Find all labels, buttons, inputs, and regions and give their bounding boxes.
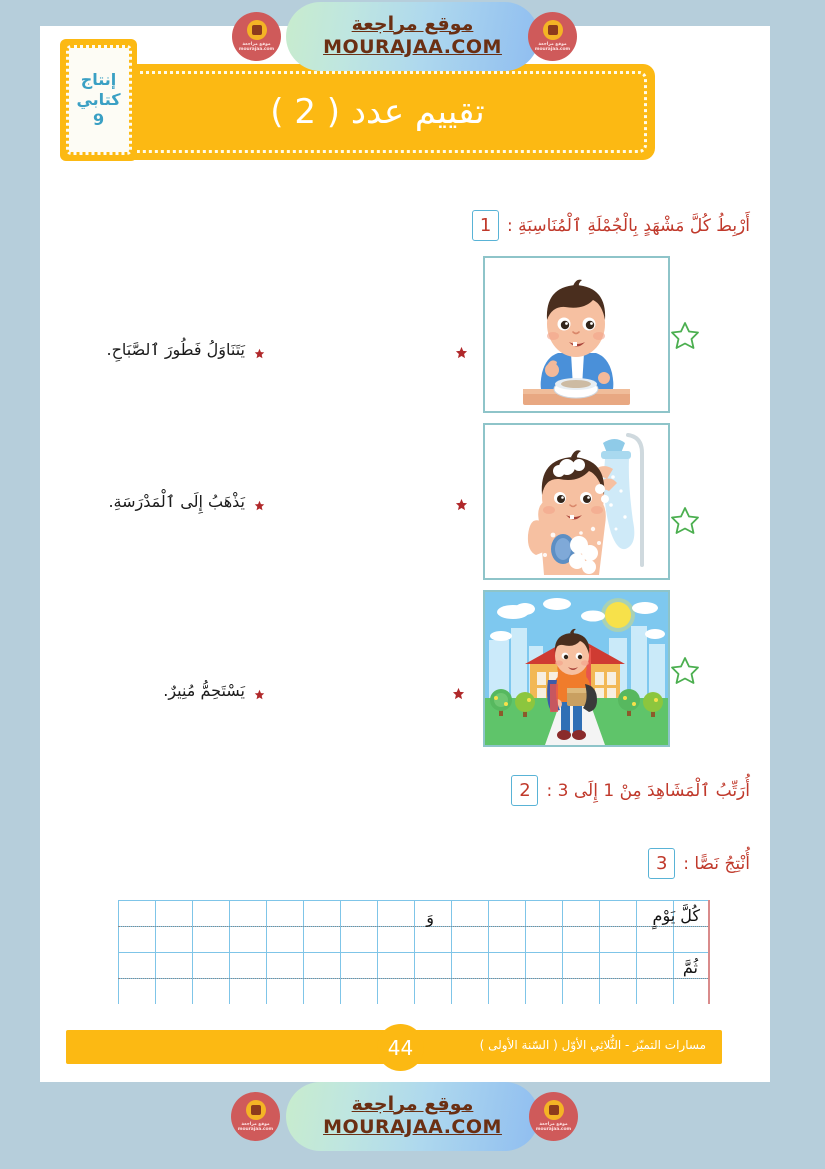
scene-image-shower[interactable] <box>483 423 670 580</box>
logo-caption: موقع مراجعة mourajaa.com <box>534 41 571 52</box>
red-star-icon <box>254 344 265 355</box>
exercise-2-heading <box>511 775 750 806</box>
watermark-site-url: MOURAJAA.COM <box>323 35 502 58</box>
logo-mark <box>543 20 563 40</box>
mourajaa-logo-icon <box>529 1092 578 1141</box>
red-star-icon <box>254 685 265 696</box>
mourajaa-logo-icon <box>528 12 577 61</box>
red-star-icon[interactable] <box>452 685 465 698</box>
watermark-arabic-text: موقع مراجعة <box>351 1092 474 1115</box>
footer-text: مسارات التميّز - الثُّلاثِي الأوّل ( السّنة الأولى ) <box>479 1038 706 1052</box>
red-star-icon <box>254 496 265 507</box>
exercise-1-number: 1 <box>472 210 499 241</box>
logo-mark <box>246 1100 266 1120</box>
logo-mark <box>544 1100 564 1120</box>
red-star-icon[interactable] <box>455 344 468 357</box>
match-sentence-3[interactable] <box>163 681 265 700</box>
match-sentence-1-text: يَتَنَاوَلُ فَطُورَ ٱلصَّبَاحِ. <box>106 340 245 359</box>
match-sentence-3-text: يَسْتَحِمُّ مُنِيرٌ. <box>163 681 245 700</box>
watermark-pill <box>286 2 539 71</box>
green-star-icon[interactable] <box>670 655 700 685</box>
exercise-1-instruction: أَرْبِطُ كُلَّ مَشْهَدٍ بِالْجُمْلَةِ ٱلْمُنَاسِبَةِ : <box>507 216 750 236</box>
lesson-badge-line-3: 9 <box>92 110 105 129</box>
lesson-badge-line-2: كتابي <box>76 90 121 109</box>
watermark-banner-bottom <box>0 1080 825 1152</box>
watermark-site-url: MOURAJAA.COM <box>323 1115 502 1138</box>
watermark-arabic-text: موقع مراجعة <box>351 12 474 35</box>
match-sentence-1[interactable] <box>106 340 265 359</box>
match-sentence-2[interactable] <box>108 492 265 511</box>
writing-guide-line <box>118 978 708 979</box>
grid-word-kul-yawm: كُلَّ يَوْمٍ <box>652 906 700 925</box>
match-sentence-2-text: يَذْهَبُ إِلَى ٱلْمَدْرَسَةِ. <box>108 492 245 511</box>
scene-image-breakfast[interactable] <box>483 256 670 413</box>
red-star-icon[interactable] <box>455 496 468 509</box>
footer-bar <box>66 1030 722 1064</box>
watermark-banner-top <box>0 0 825 72</box>
grid-word-wa: وَ <box>426 908 434 927</box>
writing-guide-line <box>118 926 708 927</box>
exercise-2-number: 2 <box>511 775 538 806</box>
logo-caption: موقع مراجعة mourajaa.com <box>535 1121 572 1132</box>
green-star-icon[interactable] <box>670 505 700 535</box>
scene-image-school[interactable] <box>483 590 670 747</box>
exercise-3-number: 3 <box>648 848 675 879</box>
lesson-badge-line-1: إنتاج <box>80 70 117 89</box>
mourajaa-logo-icon <box>231 1092 280 1141</box>
green-star-icon[interactable] <box>670 320 700 350</box>
exercise-2-instruction: أُرَتِّبُ ٱلْمَشَاهِدَ مِنْ 1 إِلَى 3 : <box>546 781 750 801</box>
watermark-pill <box>286 1082 539 1151</box>
logo-mark <box>247 20 267 40</box>
logo-caption: موقع مراجعة mourajaa.com <box>238 41 275 52</box>
writing-grid[interactable] <box>118 900 710 1004</box>
mourajaa-logo-icon <box>232 12 281 61</box>
page-title: تقييم عدد ( 2 ) <box>270 92 485 132</box>
exercise-3-instruction: أُنْتِجُ نَصًّا : <box>683 853 750 874</box>
grid-word-thumma: ثُمَّ <box>682 958 698 977</box>
page-number: 44 <box>377 1024 424 1071</box>
logo-caption: موقع مراجعة mourajaa.com <box>237 1121 274 1132</box>
exercise-3-heading <box>648 848 750 879</box>
